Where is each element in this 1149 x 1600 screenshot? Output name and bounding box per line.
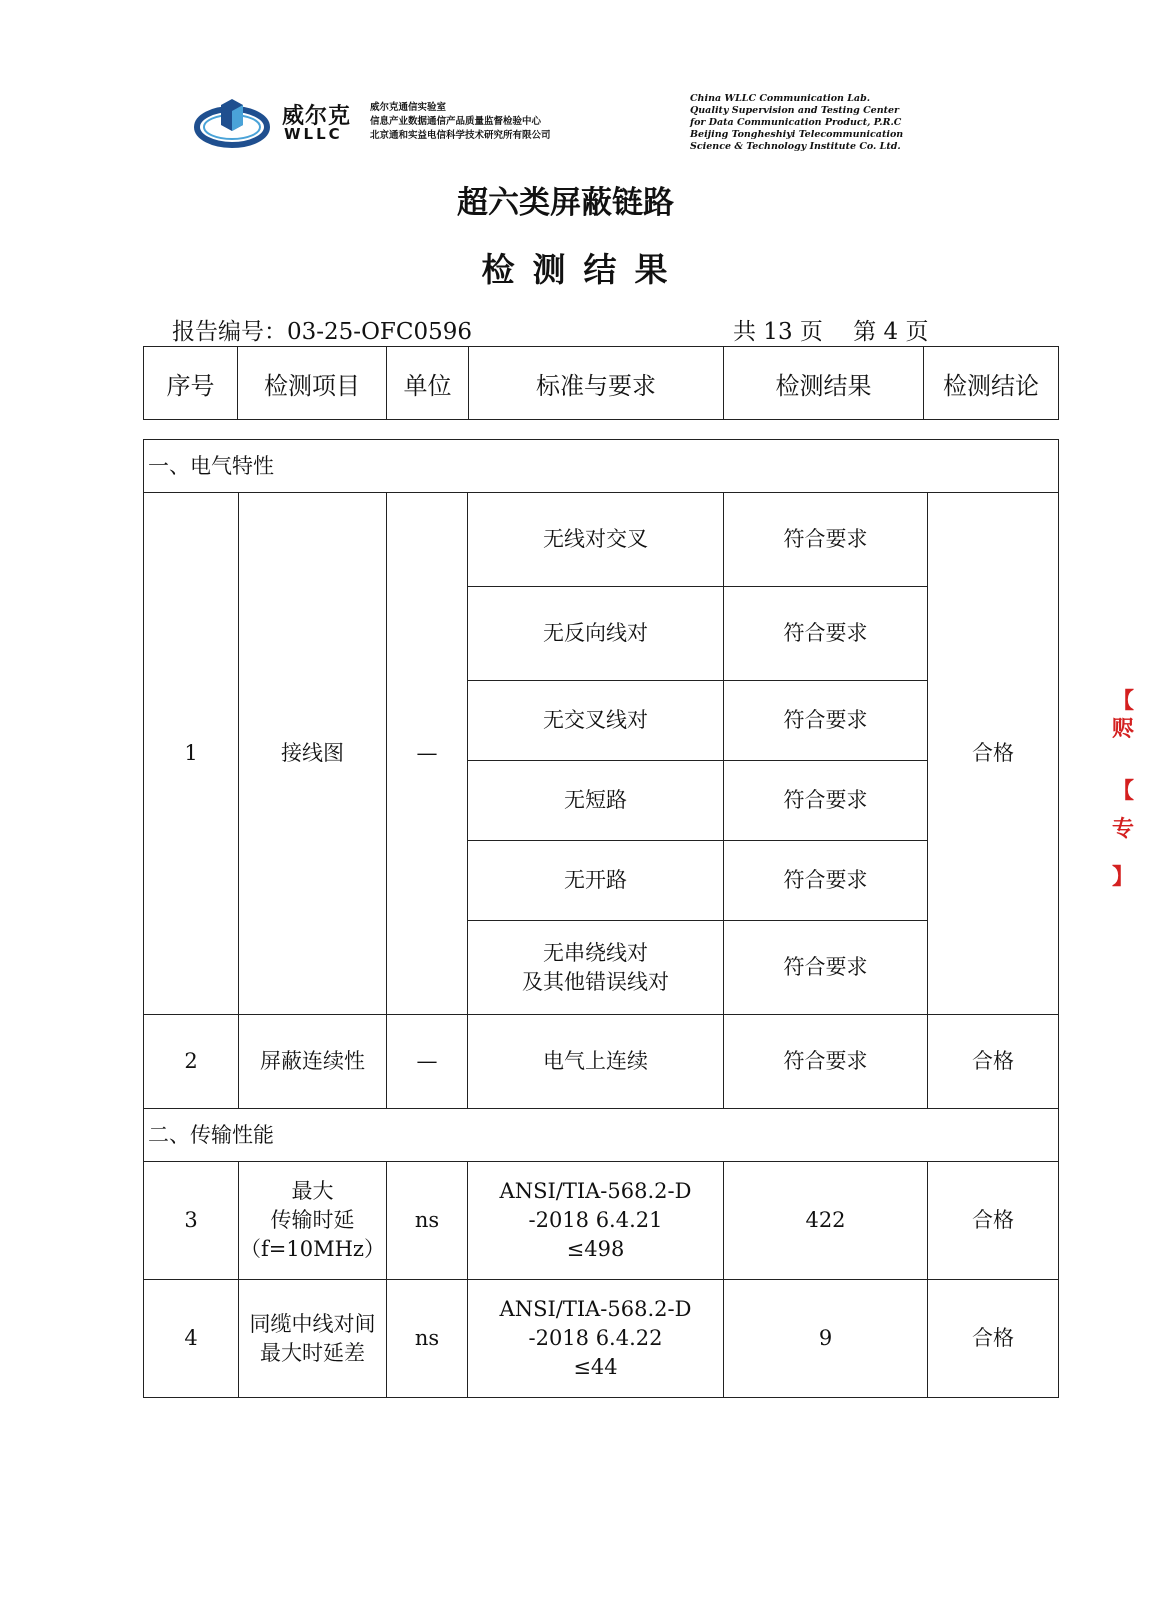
row-item	[239, 1162, 387, 1280]
row-requirement	[468, 1280, 724, 1398]
item-line: 最大	[291, 1179, 334, 1203]
row-conclusion: 合格	[928, 1280, 1059, 1398]
item-line: 传输时延	[270, 1208, 355, 1232]
row-requirement: 电气上连续	[468, 1015, 724, 1109]
seal-fragment: 专	[1112, 816, 1135, 842]
row-requirement: 无线对交叉	[468, 493, 724, 587]
org-en-line: Science & Technology Institute Co. Ltd.	[690, 141, 901, 152]
row-result: 符合要求	[724, 1015, 928, 1109]
org-cn-line: 北京通和实益电信科学技术研究所有限公司	[370, 130, 551, 141]
requirement-line: ANSI/TIA-568.2-D	[499, 1297, 692, 1321]
item-line: 同缆中线对间	[249, 1311, 376, 1336]
table-row	[144, 493, 1059, 587]
row-item: 屏蔽连续性	[239, 1015, 387, 1109]
seal-fragment: 赆	[1112, 716, 1135, 742]
row-result: 9	[724, 1280, 928, 1398]
brand-name-cn: 威尔克	[282, 104, 352, 129]
document-subtitle: 检测结果	[481, 250, 686, 289]
requirement-line: ≤44	[573, 1355, 618, 1379]
row-unit: —	[387, 1015, 468, 1109]
section-title-transmission: 二、传输性能	[144, 1109, 1059, 1162]
section-row	[144, 1109, 1059, 1162]
table-row	[144, 1280, 1059, 1398]
row-result: 符合要求	[724, 493, 928, 587]
section-row	[144, 440, 1059, 493]
seal-fragment: 】	[1112, 864, 1135, 890]
seal-fragment: 【	[1112, 778, 1135, 804]
org-en-line: China WLLC Communication Lab.	[690, 93, 871, 104]
report-number: 报告编号：03-25-OFC0596	[172, 319, 473, 345]
row-conclusion: 合格	[928, 1015, 1059, 1109]
seal-fragment: 【	[1112, 688, 1135, 714]
requirement-line: -2018 6.4.22	[528, 1326, 663, 1350]
table-row	[144, 1162, 1059, 1280]
row-result: 符合要求	[724, 761, 928, 841]
org-en-line: Beijing Tongheshiyi Telecommunication	[690, 129, 904, 140]
header-cell-conclusion: 检测结论	[924, 347, 1059, 420]
row-requirement: 无开路	[468, 841, 724, 921]
org-en-line: Quality Supervision and Testing Center	[690, 105, 900, 116]
row-unit: ns	[387, 1162, 468, 1280]
requirement-line: ≤498	[566, 1237, 625, 1261]
row-conclusion: 合格	[928, 493, 1059, 1015]
requirement-line: 及其他错误线对	[522, 969, 669, 994]
header-cell-standard: 标准与要求	[469, 347, 724, 420]
row-result: 符合要求	[724, 587, 928, 681]
row-no: 2	[144, 1015, 239, 1109]
document-title: 超六类屏蔽链路	[457, 185, 674, 221]
header-cell-result: 检测结果	[724, 347, 924, 420]
row-requirement: 无短路	[468, 761, 724, 841]
row-no: 4	[144, 1280, 239, 1398]
results-table-header	[143, 346, 1059, 420]
header-cell-unit: 单位	[387, 347, 469, 420]
row-result: 符合要求	[724, 841, 928, 921]
results-table	[143, 439, 1059, 1398]
org-cn-line: 信息产业数据通信产品质量监督检验中心	[370, 116, 542, 127]
header-row	[144, 347, 1059, 420]
org-en-line: for Data Communication Product, P.R.C	[690, 117, 902, 128]
row-no: 3	[144, 1162, 239, 1280]
item-line: 最大时延差	[260, 1340, 365, 1365]
row-result: 符合要求	[724, 681, 928, 761]
org-cn-line: 威尔克通信实验室	[370, 102, 447, 113]
organization-names-en	[690, 93, 903, 153]
requirement-line: 无串绕线对	[543, 940, 648, 965]
row-unit: —	[387, 493, 468, 1015]
row-unit: ns	[387, 1280, 468, 1398]
row-item: 接线图	[239, 493, 387, 1015]
requirement-line: ANSI/TIA-568.2-D	[499, 1179, 692, 1203]
row-requirement	[468, 921, 724, 1015]
row-requirement: 无反向线对	[468, 587, 724, 681]
organization-names-cn	[370, 101, 551, 143]
row-no: 1	[144, 493, 239, 1015]
item-line: （f=10MHz）	[240, 1237, 385, 1261]
row-requirement: 无交叉线对	[468, 681, 724, 761]
section-title-electrical: 一、电气特性	[144, 440, 1059, 493]
row-item	[239, 1280, 387, 1398]
row-result: 422	[724, 1162, 928, 1280]
table-row	[144, 1015, 1059, 1109]
lab-logo-icon	[195, 95, 269, 151]
row-requirement	[468, 1162, 724, 1280]
requirement-line: -2018 6.4.21	[528, 1208, 663, 1232]
header-cell-item: 检测项目	[238, 347, 387, 420]
brand-name-en: WLLC	[284, 125, 343, 143]
row-conclusion: 合格	[928, 1162, 1059, 1280]
header-cell-no: 序号	[144, 347, 238, 420]
row-result: 符合要求	[724, 921, 928, 1015]
page-indicator: 共 13 页 第 4 页	[733, 319, 929, 345]
